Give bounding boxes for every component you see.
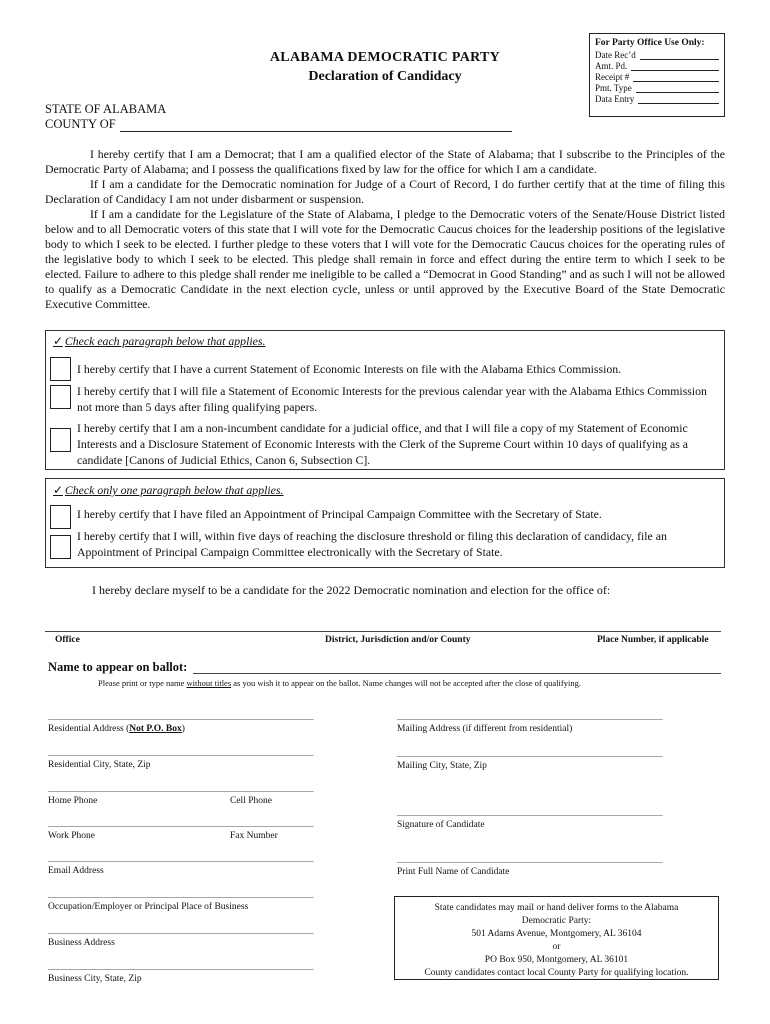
info-line: 501 Adams Avenue, Montgomery, AL 36104 [471,929,642,939]
item-ethics-will-file: I hereby certify that I will file a Statement of Economic Interests for the previous calendar year with the Alabama Ethics Commission not more than 5 days after filing qualifying papers. [77,384,707,414]
business-city-line[interactable]: ___________________________________________________________ [48,961,314,971]
business-address-line[interactable]: ___________________________________________________________ [48,925,314,935]
work-phone-line[interactable]: ___________________________________________________________ [48,818,314,828]
paragraph-judge: If I am a candidate for the Democratic nomination for Judge of a Court of Record, I do further certify that at the time of filing this Declaration of Candidacy I am not under disbarment or suspension. [45,177,725,206]
checkbox-ethics-on-file[interactable] [50,357,71,381]
checkbox-judicial-statement[interactable] [50,428,71,452]
paragraph-legislature: If I am a candidate for the Legislature of the State of Alabama, I pledge to the Democratic voters of the Senate/House District listed below and to all Democratic voters of this state that I will vote for the Democratic Caucus choices for the leadership positions of the legislative body to which I seek to be elected. I further pledge to these voters that I will vote for the Democratic Caucus choices for the operating rules of the legislative body to which I seek to be elected. This pledge shall remain in force and effect during the entire term to which I seek to be elected. Failure to adhere to this pledge shall render me ineligible to be called a “Democrat in Good Standing” and as such I will not be allowed to qualify as a Democratic Candidate in the next election cycle, unless or until approved by the Executive Board of the State Democratic Executive Committee. [45,207,725,311]
office-use-row: Date Rec’d [595,49,719,60]
phone-line[interactable]: ___________________________________________________________ [48,783,314,793]
item-committee-filed: I hereby certify that I have filed an Appointment of Principal Campaign Committee with the Secretary of State. [77,507,602,521]
office-use-line[interactable] [640,51,719,60]
ballot-name-note: Please print or type name without titles as you wish it to appear on the ballot. Name changes will not be accepted after the close of qualifying. [98,678,581,688]
district-label: District, Jurisdiction and/or County [325,635,471,645]
county-row [45,117,512,132]
signature-label: Signature of Candidate [397,820,485,830]
office-use-line[interactable] [636,84,719,93]
mailing-address-line[interactable]: ___________________________________________________________ [397,711,663,721]
office-use-box [589,33,725,117]
office-use-line[interactable] [638,95,719,104]
checkbox-committee-filed[interactable] [50,505,71,529]
ballot-name-label: Name to appear on ballot: [48,660,188,674]
item-committee-will-file: I hereby certify that I will, within five days of reaching the disclosure threshold or filing this declaration of candidacy, file an Appointment of Principal Campaign Committee electronically with the Secretary of State. [77,529,667,559]
checkbox-committee-will-file[interactable] [50,535,71,559]
occupation-line[interactable]: ___________________________________________________________ [48,889,314,899]
item-ethics-on-file: I hereby certify that I have a current Statement of Economic Interests on file with the Alabama Ethics Commission. [77,362,622,376]
party-name: ALABAMA DEMOCRATIC PARTY [269,50,501,65]
info-line: Democratic Party: [521,916,592,926]
place-number-label: Place Number, if applicable [597,635,709,645]
office-use-row: Pmt. Type [595,82,719,93]
business-address-label: Business Address [48,938,115,948]
email-label: Email Address [48,866,104,876]
certification-text [45,147,725,312]
res-address-label: Residential Address (Not P.O. Box) [48,724,185,734]
county-label: COUNTY OF [45,117,116,131]
office-use-row: Amt. Pd. [595,60,719,71]
county-input-line[interactable] [120,120,512,132]
email-line[interactable]: ___________________________________________________________ [48,853,314,863]
print-name-label: Print Full Name of Candidate [397,867,510,877]
office-use-row: Data Entry [595,93,719,104]
office-use-line[interactable] [631,62,719,71]
res-city-label: Residential City, State, Zip [48,760,151,770]
check-group-2-header: ✓ Check only one paragraph below that applies. [53,483,284,497]
mailing-city-line[interactable]: ___________________________________________________________ [397,748,663,758]
cell-phone-label: Cell Phone [230,796,272,806]
info-line: or [552,942,561,952]
office-input-line[interactable] [45,631,721,632]
state-label: STATE OF ALABAMA [45,102,167,116]
print-name-line[interactable]: ___________________________________________________________ [397,854,663,864]
info-line: PO Box 950, Montgomery, AL 36101 [484,955,629,965]
mailing-city-label: Mailing City, State, Zip [397,761,487,771]
res-address-line[interactable]: ___________________________________________________________ [48,711,314,721]
checkbox-ethics-will-file[interactable] [50,385,71,409]
occupation-label: Occupation/Employer or Principal Place of Business [48,902,249,912]
office-label: Office [55,635,80,645]
check-mark-icon: ✓ [53,334,63,348]
paragraph-democrat: I hereby certify that I am a Democrat; that I am a qualified elector of the State of Alabama; that I subscribe to the Principles of the Democratic Party of Alabama; and I possess the qualifications fixed by law for the office for which I am a candidate. [45,147,725,176]
business-city-label: Business City, State, Zip [48,974,142,984]
ballot-name-input[interactable] [193,673,721,674]
fax-label: Fax Number [230,831,278,841]
check-group-1-header: ✓ Check each paragraph below that applies. [53,334,266,348]
info-line: County candidates contact local County Party for qualifying location. [424,968,689,978]
office-use-title: For Party Office Use Only: [595,38,705,48]
mailing-address-label: Mailing Address (if different from residential) [397,724,573,734]
res-city-line[interactable]: ___________________________________________________________ [48,747,314,757]
signature-line[interactable]: ___________________________________________________________ [397,807,663,817]
office-use-row: Receipt # [595,71,719,82]
info-line: State candidates may mail or hand deliver forms to the Alabama [434,903,679,913]
submission-info-box [394,896,719,980]
check-mark-icon: ✓ [53,483,63,497]
office-use-line[interactable] [633,73,719,82]
home-phone-label: Home Phone [48,796,98,806]
declaration-text: I hereby declare myself to be a candidate for the 2022 Democratic nomination and election for the office of: [92,583,611,597]
work-phone-label: Work Phone [48,831,95,841]
form-title: Declaration of Candidacy [308,69,462,84]
item-judicial-statement: I hereby certify that I am a non-incumbent candidate for a judicial office, and that I will file a copy of my Statement of Economic Interests and a Disclosure Statement of Economic Interests with the Clerk of the Supreme Court within 10 days of qualifying as a candidate [Canons of Judicial Ethics, Canon 6, Subsection C]. [77,421,689,467]
